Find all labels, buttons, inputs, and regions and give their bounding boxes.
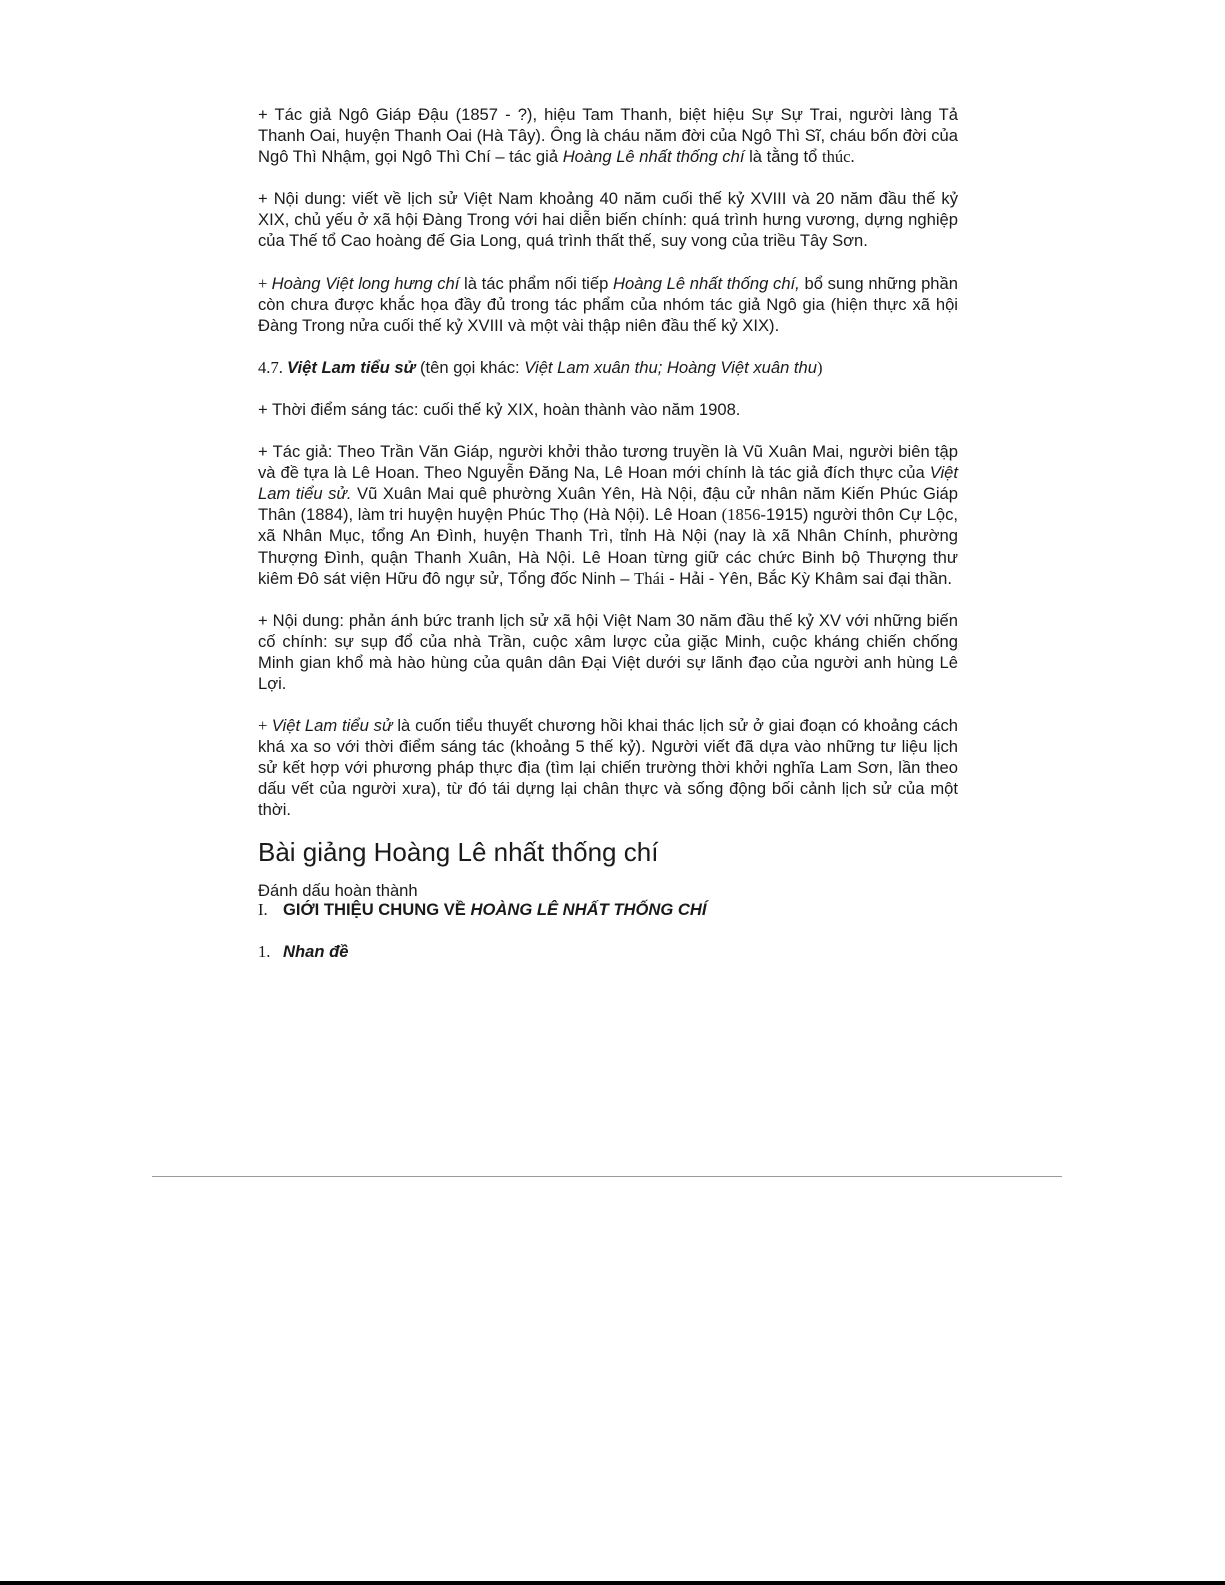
subsection-label: Nhan đề: [283, 941, 349, 961]
paragraph-content-hoang-viet: + Nội dung: viết về lịch sử Việt Nam khoảng 40 năm cuối thế kỷ XVIII và 20 năm đầu thế kỷ XIX, chủ yếu ở xã hội Đàng Trong với hai diễn biến chính: quá trình hưng vương, dựng nghiệp của Thế tổ Cao hoàng đế Gia Long, quá trình thất thế, suy vong của triều Tây Sơn.: [258, 189, 958, 251]
book-title: Hoàng Lê nhất thống chí: [562, 147, 745, 167]
mark-complete-link[interactable]: Đánh dấu hoàn thành: [258, 880, 418, 900]
text-run: - Hải - Yên, Bắc Kỳ Khâm sai đại thần.: [664, 568, 953, 588]
bottom-edge: [0, 1581, 1225, 1585]
text-run: Thái: [634, 568, 665, 588]
paragraph-viet-lam-tieu-su: [258, 715, 958, 820]
section-title-intro: [258, 900, 958, 919]
section-number: 4.7.: [258, 357, 288, 377]
book-title: Việt Lam tiểu sử.: [258, 463, 958, 504]
text-run: (1856-: [721, 505, 766, 525]
text-run: là tác phẩm nối tiếp: [459, 273, 614, 293]
alternate-titles: Việt Lam xuân thu; Hoàng Việt xuân thu: [524, 357, 817, 377]
book-title: HOÀNG LÊ NHẤT THỐNG CHÍ: [470, 899, 707, 919]
text-run: 1915) người thôn Cự Lộc, xã Nhân Mục, tổng An Đình, huyện Thanh Trì, tỉnh Hà Nội (nay là xã Nhân Chính, phường Thượng Đình, quận Thanh Xuân, Hà Nội. Lê Hoan từng giữ các chức Binh bộ Thượng thư kiêm Đô sát viện Hữu đô ngự sử, Tổng đốc Ninh –: [258, 505, 958, 588]
text-run: là tằng tổ: [744, 147, 822, 167]
paragraph-hoang-viet-long-hung-chi: [258, 273, 958, 336]
book-title: Hoàng Lê nhất thống chí,: [613, 273, 800, 293]
subsection-title-nhan-de: [258, 942, 958, 961]
text-run: ): [816, 357, 823, 377]
subsection-number: 1.: [258, 941, 271, 961]
book-title: Hoàng Việt long hưng chí: [271, 273, 460, 293]
lecture-heading: Bài giảng Hoàng Lê nhất thống chí: [258, 836, 659, 867]
text-run: bổ sung những phần còn chưa được khắc họa đầy đủ trong tác phẩm của nhóm tác giả Ngô gia (hiện thực xã hội Đàng Trong nửa cuối thế kỷ XVIII và một vài thập niên đầu thế kỷ XIX).: [258, 273, 958, 335]
paragraph-content-viet-lam: + Nội dung: phản ánh bức tranh lịch sử xã hội Việt Nam 30 năm đầu thế kỷ XV với những biến cố chính: sự sụp đổ của nhà Trần, cuộc xâm lược của giặc Minh, cuộc kháng chiến chống Minh gian khổ mà hào hùng của quân dân Đại Việt dưới sự lãnh đạo của người anh hùng Lê Lợi.: [258, 610, 958, 693]
text-run: + Tác giả Ngô Giáp Đậu (1857 - ?), hiệu Tam Thanh, biệt hiệu Sự Sự Trai, người làng Tả Thanh Oai, huyện Thanh Oai (Hà Tây). Ông là cháu năm đời của Ngô Thì Sĩ, cháu bốn đời của Ngô Thì Nhậm, gọi Ngô Thì Chí – tác giả: [258, 105, 958, 167]
paragraph-author-le-hoan: [258, 441, 958, 589]
text-run: (tên gọi khác:: [415, 357, 525, 377]
section-heading-4-7: [258, 357, 958, 378]
bullet: +: [258, 716, 272, 736]
text-run: thúc.: [821, 147, 855, 167]
book-title: Việt Lam tiểu sử: [287, 357, 416, 377]
paragraph-composition-time: + Thời điểm sáng tác: cuối thế kỷ XIX, hoàn thành vào năm 1908.: [258, 399, 741, 419]
bullet: +: [258, 273, 272, 293]
text-run: + Tác giả: Theo Trần Văn Giáp, người khởi thảo tương truyền là Vũ Xuân Mai, người biên tập và đề tựa là Lê Hoan. Theo Nguyễn Đăng Na, Lê Hoan mới chính là tác giả đích thực của: [258, 442, 958, 483]
text-run: là cuốn tiểu thuyết chương hồi khai thác lịch sử ở giai đoạn có khoảng cách khá xa so với thời điểm sáng tác (khoảng 5 thế kỷ). Người viết đã dựa vào những tư liệu lịch sử kết hợp với phương pháp thực địa (tìm lại chiến trường thời khởi nghĩa Lam Sơn, lần theo dấu vết của người xưa), từ đó tái dựng lại chân thực và sống động bối cảnh lịch sử của một thời.: [258, 716, 958, 820]
text-run: Vũ Xuân Mai quê phường Xuân Yên, Hà Nội, đậu cử nhân năm Kiến Phúc Giáp Thân (1884), làm tri huyện huyện Phúc Thọ (Hà Nội). Lê Hoan: [258, 484, 958, 525]
page-divider: [152, 1176, 1062, 1177]
section-number: I.: [258, 899, 268, 919]
book-title: Việt Lam tiểu sử: [271, 716, 393, 736]
document-page: [258, 104, 958, 961]
paragraph-author-ngo-giap-dau: [258, 104, 958, 167]
text-run: GIỚI THIỆU CHUNG VỀ: [283, 899, 471, 919]
